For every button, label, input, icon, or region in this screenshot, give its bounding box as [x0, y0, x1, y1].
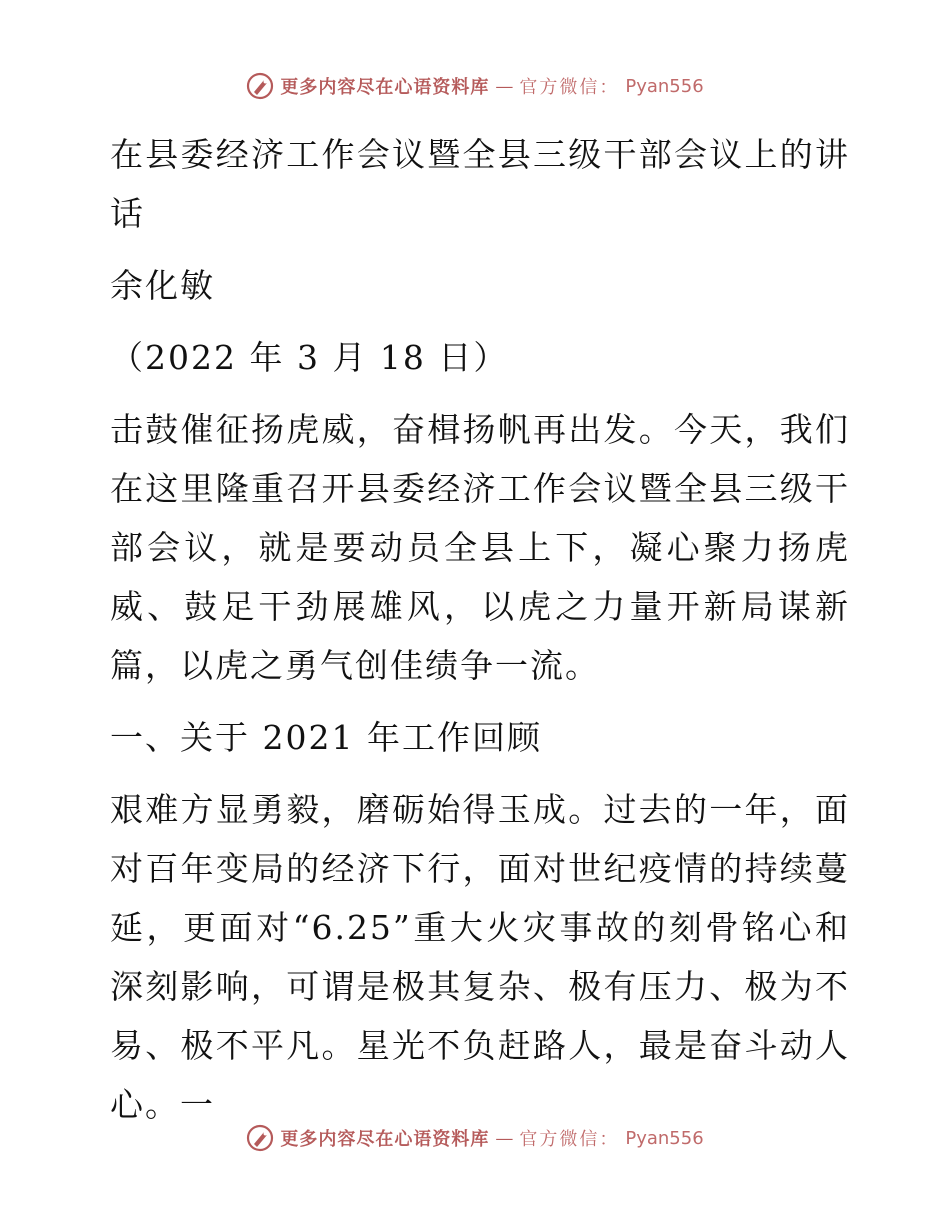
paragraph-review: 艰难方显勇毅，磨砺始得玉成。过去的一年，面对百年变局的经济下行，面对世纪疫情的持续蔓延，更面对“6.25”重大火灾事故的刻骨铭心和深刻影响，可谓是极其复杂、极有压力、极为不易、极不平凡。星光不负赶路人，最是奋斗动人心。一: [110, 790, 850, 1124]
banner-dash: —: [495, 1127, 514, 1149]
banner-wechat-id: Pyan556: [625, 1127, 704, 1149]
header-watermark-banner: [0, 72, 950, 100]
banner-dash: —: [495, 75, 514, 97]
banner-wechat-id: Pyan556: [625, 75, 704, 97]
section-heading-1: 一、关于 2021 年工作回顾: [110, 718, 542, 757]
paragraph-intro: 击鼓催征扬虎威，奋楫扬帆再出发。今天，我们在这里隆重召开县委经济工作会议暨全县三级干部会议，就是要动员全县上下，凝心聚力扬虎威、鼓足干劲展雄风，以虎之力量开新局谋新篇，以虎之勇气创佳绩争一流。: [110, 410, 850, 685]
document-body: [98, 125, 850, 1134]
pen-logo-icon: [246, 1124, 274, 1152]
banner-wechat-label: 官方微信：: [519, 1129, 620, 1150]
footer-watermark-banner: [0, 1124, 950, 1152]
document-title: 在县委经济工作会议暨全县三级干部会议上的讲话: [110, 135, 850, 233]
banner-main-text: 更多内容尽在心语资料库: [280, 1129, 490, 1150]
banner-main-text: 更多内容尽在心语资料库: [280, 77, 490, 98]
document-date: （2022 年 3 月 18 日）: [110, 338, 509, 377]
banner-wechat-label: 官方微信：: [519, 77, 620, 98]
pen-logo-icon: [246, 72, 274, 100]
document-author: 余化敏: [110, 266, 215, 305]
